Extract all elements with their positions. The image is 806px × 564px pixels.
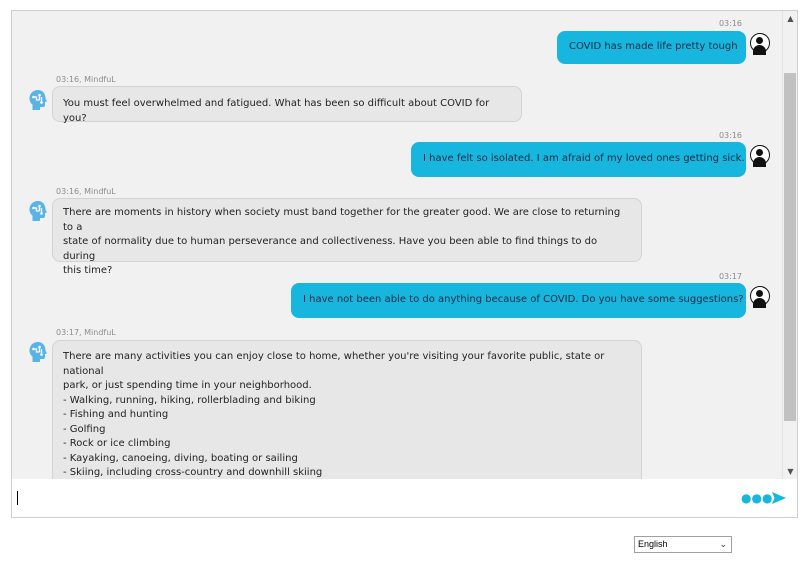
user-avatar-icon	[750, 286, 770, 306]
scroll-thumb[interactable]	[784, 73, 796, 421]
chevron-down-icon: ⌄	[719, 539, 727, 549]
user-message-bubble: I have felt so isolated. I am afraid of my loved ones getting sick.	[411, 142, 746, 177]
user-avatar-icon	[750, 145, 770, 165]
user-message-bubble: I have not been able to do anything because of COVID. Do you have some suggestions?	[291, 283, 746, 318]
bot-message-bubble: You must feel overwhelmed and fatigued. What has been so difficult about COVID for you?	[52, 86, 522, 122]
text-cursor	[17, 491, 18, 505]
message-meta: 03:16, MindfuL	[56, 187, 116, 196]
bot-message-bubble: There are many activities you can enjoy close to home, whether you're visiting your favorite public, state or national park, or just spending time in your neighborhood. - Walking, running, hiking, rollerblading and biking - Fishing and hunting - Golfing - Rock or ice climbing - Kayaking, canoeing, diving, boating or sailing - Skiing, including cross-country and downhill skiing	[52, 340, 642, 490]
chat-log[interactable]	[12, 11, 783, 479]
scroll-up-arrow-icon[interactable]: ▲	[787, 14, 794, 23]
bot-head-icon	[28, 200, 48, 222]
message-meta: 03:16, MindfuL	[56, 75, 116, 84]
bot-head-icon	[28, 89, 48, 111]
user-avatar-icon	[750, 33, 770, 53]
bot-message-bubble: There are moments in history when society must band together for the greater good. We are close to returning to a state of normality due to human perseverance and collectiveness. Have you been able to find things to do during this time?	[52, 198, 642, 262]
bot-head-icon	[28, 341, 48, 363]
message-input[interactable]	[12, 479, 797, 517]
scroll-down-arrow-icon[interactable]: ▼	[787, 467, 794, 476]
chat-window	[11, 10, 798, 518]
language-select[interactable]	[634, 536, 732, 553]
send-icon[interactable]	[772, 492, 786, 504]
message-meta: 03:17, MindfuL	[56, 328, 116, 337]
chat-scrollbar[interactable]	[782, 11, 797, 479]
language-select-value: English	[638, 539, 668, 549]
message-timestamp: 03:16	[718, 19, 742, 28]
user-message-bubble: COVID has made life pretty tough	[557, 31, 746, 64]
more-dots-icon[interactable]: ●●●	[741, 491, 773, 505]
message-timestamp: 03:17	[718, 272, 742, 281]
message-timestamp: 03:16	[718, 131, 742, 140]
